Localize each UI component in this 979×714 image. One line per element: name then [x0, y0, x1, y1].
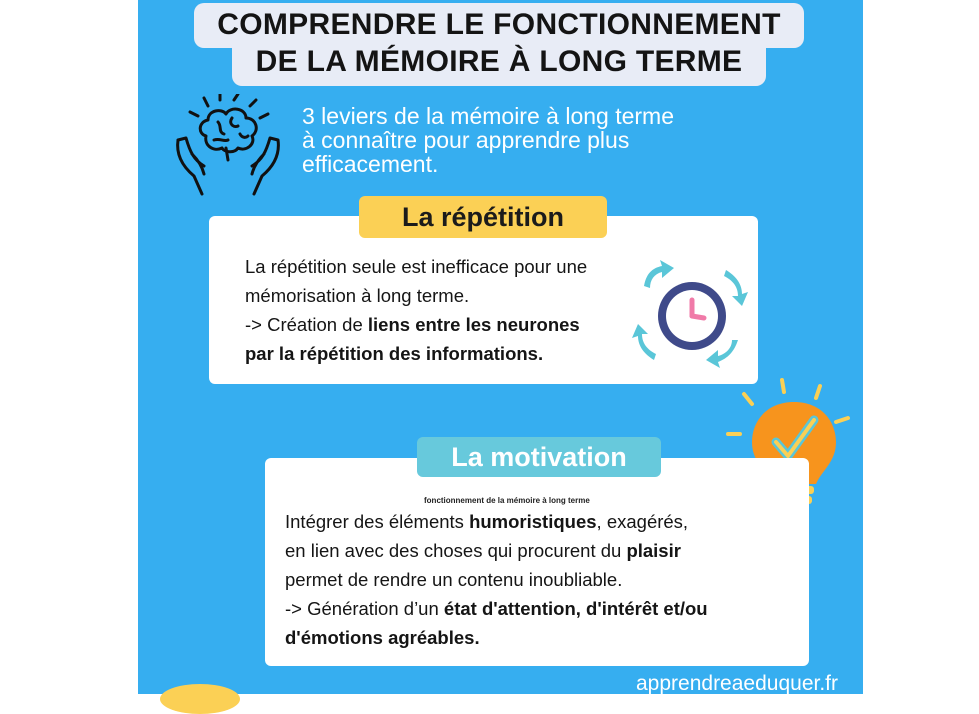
motivation-line-2-bold: plaisir: [626, 540, 681, 561]
motivation-line-1: [285, 507, 795, 536]
motivation-line-5: [285, 623, 795, 652]
motivation-line-3: permet de rendre un contenu inoubliable.: [285, 569, 623, 590]
motivation-text: [285, 507, 795, 652]
title-line-2: DE LA MÉMOIRE À LONG TERME: [255, 45, 743, 78]
motivation-line-1-a: Intégrer des éléments: [285, 511, 470, 532]
motivation-line-2: [285, 536, 795, 565]
repetition-line-2: mémorisation à long terme.: [245, 285, 470, 306]
repetition-line-3-bold: liens entre les neurones: [367, 314, 580, 335]
page-title: [194, 6, 804, 80]
footer-website: apprendreaeduquer.fr: [636, 672, 838, 695]
intro-line-1: 3 leviers de la mémoire à long terme: [302, 103, 674, 129]
intro-line-2: à connaître pour apprendre plus: [302, 127, 630, 153]
motivation-line-2-a: en lien avec des choses qui procurent du: [285, 540, 627, 561]
repetition-line-4-bold: par la répétition des informations.: [245, 343, 544, 364]
motivation-line-1-bold: humoristiques: [469, 511, 597, 532]
repetition-line-1: La répétition seule est inefficace pour une: [245, 256, 588, 277]
decorative-blob: [160, 684, 240, 714]
title-line-1: COMPRENDRE LE FONCTIONNEMENT: [217, 8, 781, 41]
brain-hands-icon: [168, 94, 288, 202]
repetition-line-3: [245, 310, 645, 339]
motivation-line-4: [285, 594, 795, 623]
repetition-line-4: [245, 339, 645, 368]
motivation-line-4-bold: état d'attention, d'intérêt et/ou: [443, 598, 708, 619]
motivation-line-4-a: -> Génération d’un: [285, 598, 444, 619]
repetition-text: [245, 252, 645, 368]
repetition-line-3-prefix: -> Création de: [245, 314, 368, 335]
motivation-line-5-bold: d'émotions agréables.: [285, 627, 480, 648]
intro-line-3: efficacement.: [302, 151, 439, 177]
repetition-heading: La répétition: [359, 196, 607, 238]
motivation-line-1-c: , exagérés,: [596, 511, 689, 532]
motivation-heading: La motivation: [417, 437, 661, 477]
clock-cycle-icon: [630, 256, 752, 370]
motivation-caption: fonctionnement de la mémoire à long terme: [424, 496, 590, 505]
intro-text: [302, 104, 762, 176]
